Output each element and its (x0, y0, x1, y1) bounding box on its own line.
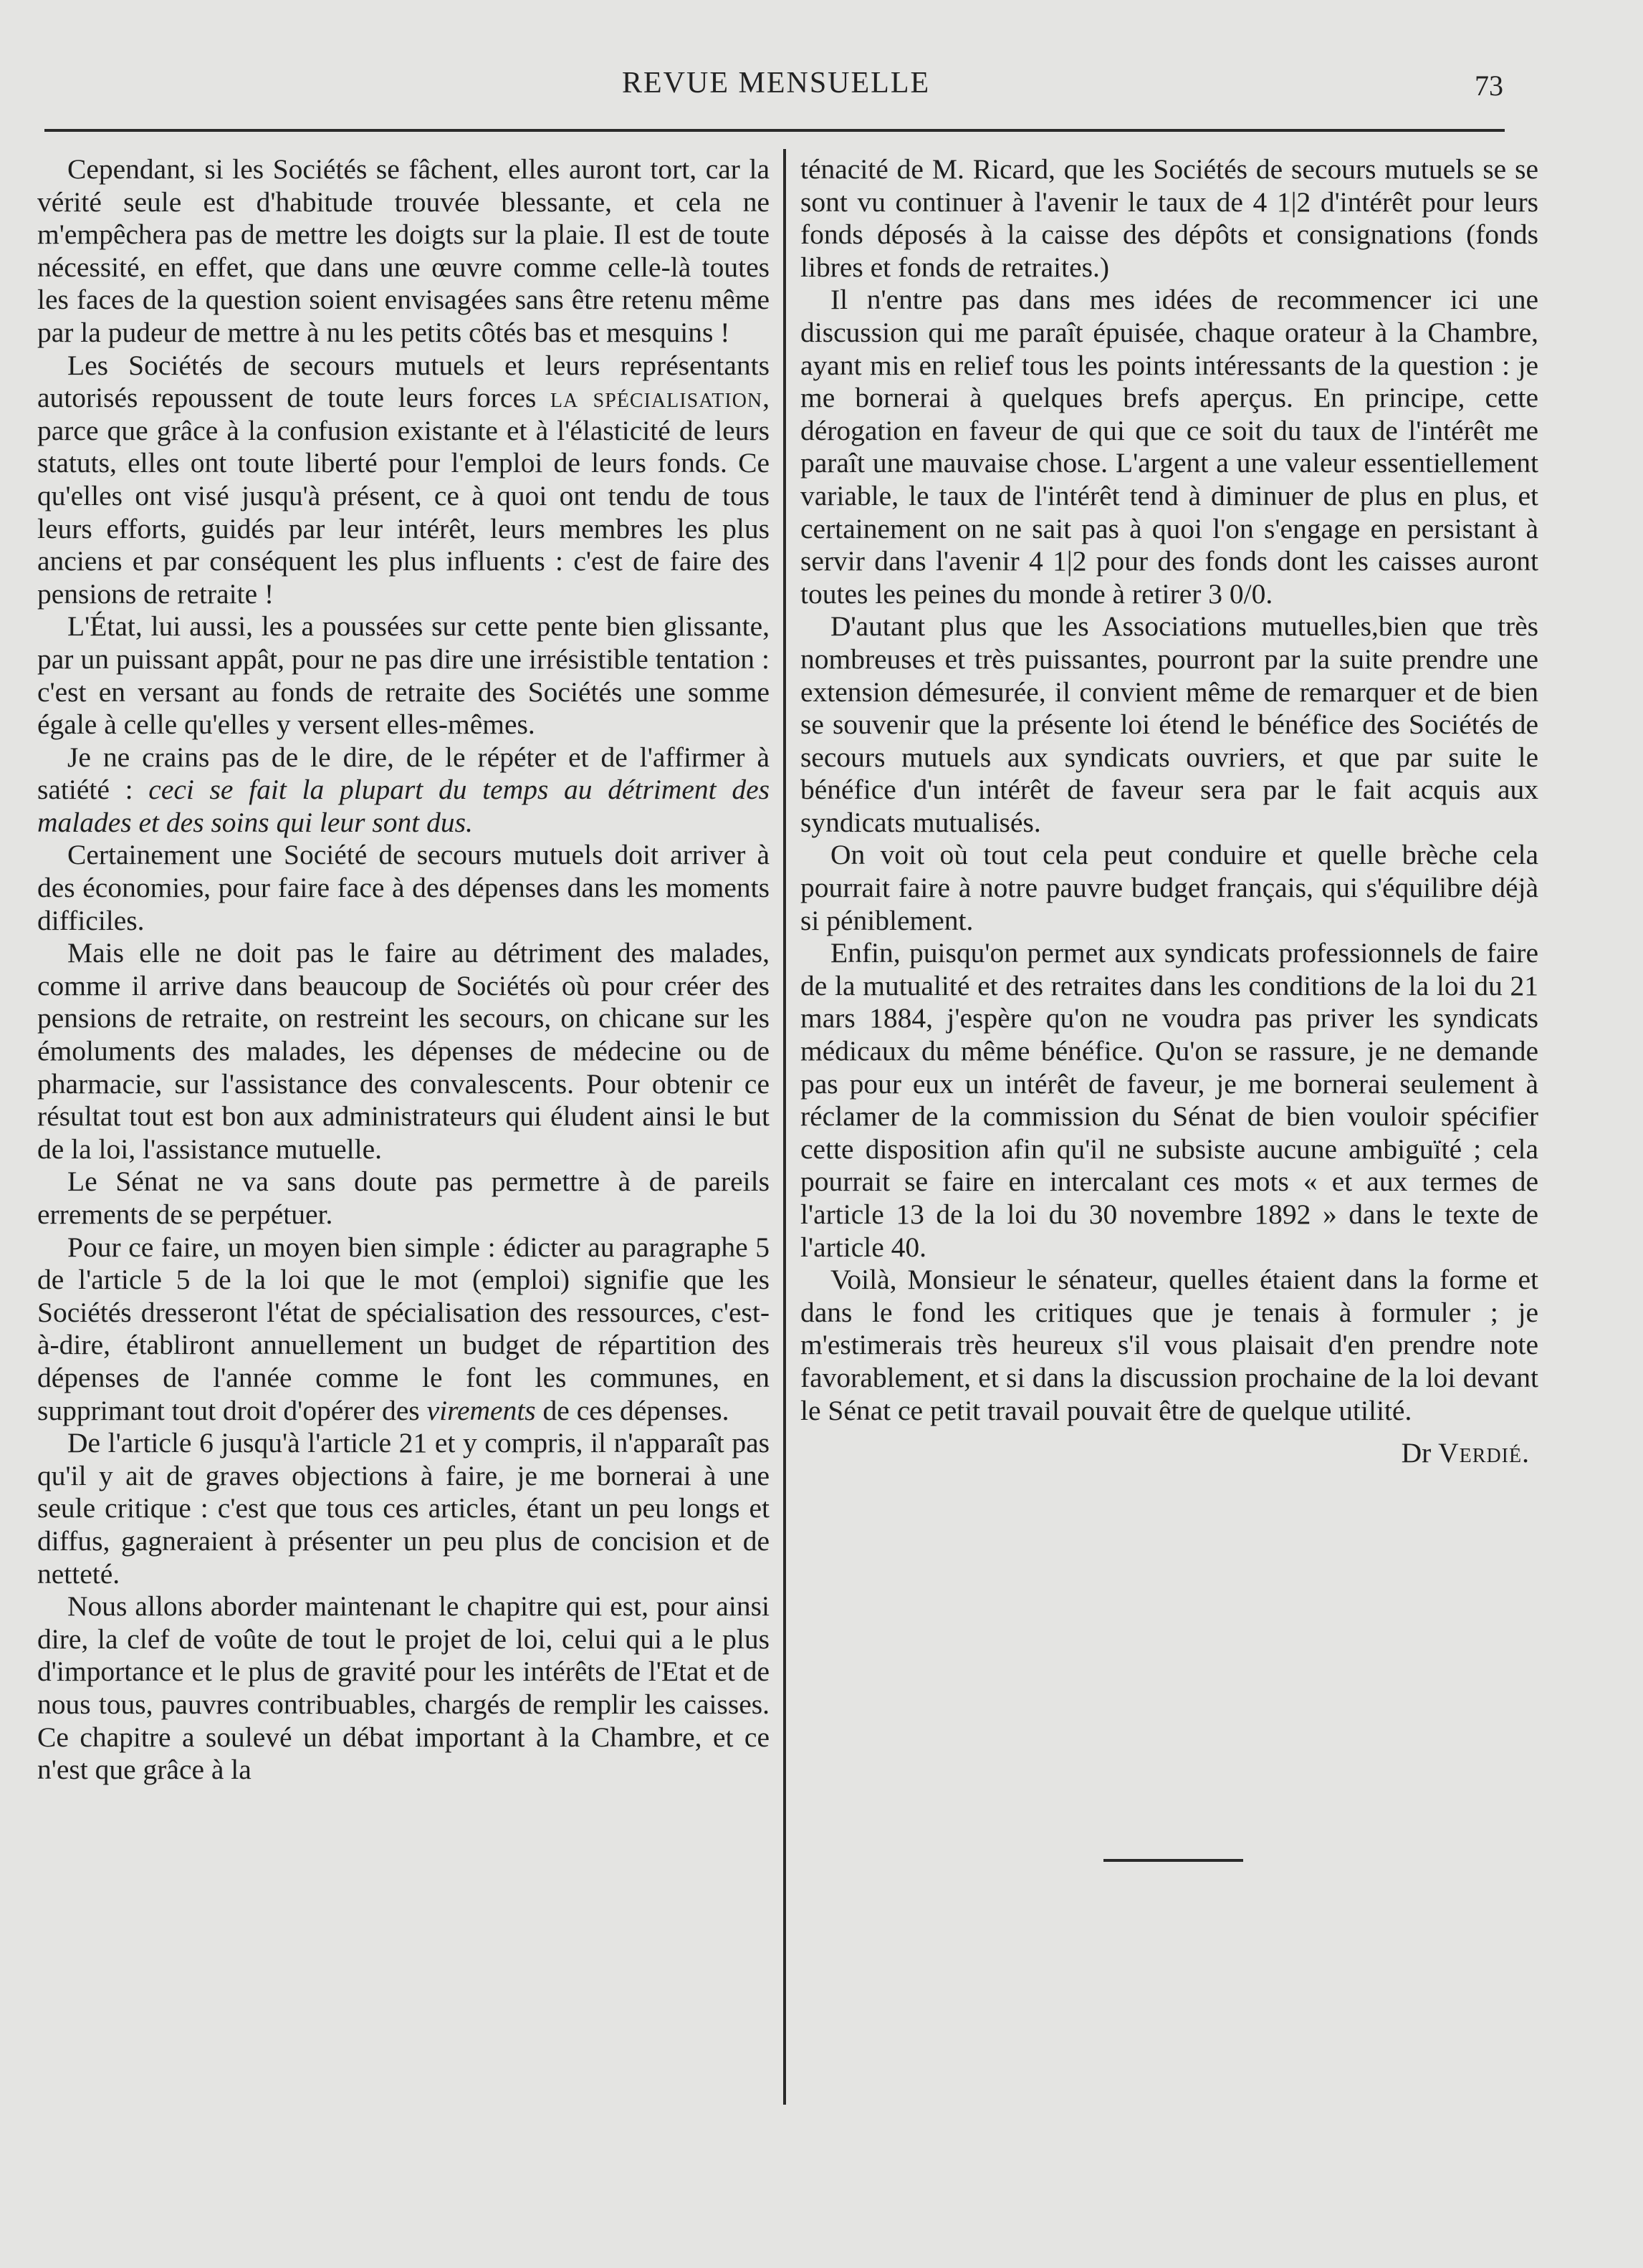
column-divider (783, 149, 786, 2105)
small-caps-term: la spécialisation (550, 382, 763, 414)
paragraph: Mais elle ne doit pas le faire au détriment des malades, comme il arrive dans beaucoup de Sociétés où pour créer des pensions de retraite, on restreint les secours, on chicane sur les émoluments des malades, les dépenses de médecine ou de pharmacie, sur l'assistance des convalescents. Pour obtenir ce résultat tout est bon aux administrateurs qui éludent ainsi le but de la loi, l'assistance mutuelle. (37, 937, 770, 1165)
italic-emphasis: virements (426, 1394, 536, 1426)
running-title: REVUE MENSUELLE (622, 67, 931, 100)
left-column (37, 153, 770, 1787)
paragraph: Nous allons aborder maintenant le chapitre qui est, pour ainsi dire, la clef de voûte de tout le projet de loi, celui qui a le plus d'importance et le plus de gravité pour les intérêts de l'Etat et de nous tous, pauvres contribuables, chargés de remplir les caisses. Ce chapitre a soulevé un débat important à la Chambre, et ce n'est que grâce à la (37, 1590, 770, 1786)
closing-rule (1103, 1859, 1243, 1862)
paragraph: On voit où tout cela peut conduire et quelle brèche cela pourrait faire à notre pauvre budget français, qui s'équilibre déjà si péniblement. (800, 839, 1538, 936)
paragraph (37, 741, 770, 840)
paragraph: L'État, lui aussi, les a poussées sur cette pente bien glissante, par un puissant appât, pour ne pas dire une irrésistible tentation : c'est en versant au fonds de retraite des Sociétés une somme égale à celle qu'elles y versent elles-mêmes. (37, 610, 770, 741)
paragraph: D'autant plus que les Associations mutuelles,bien que très nombreuses et très puissantes, pourront par la suite prendre une extension démesurée, il convient même de remarquer et de bien se souvenir que la présente loi étend le bénéfice des Sociétés de secours mutuels aux syndicats ouvriers, et que par suite le bénéfice d'un intérêt de faveur sera par le fait acquis aux syndicats mutualisés. (800, 610, 1538, 838)
paragraph: Cependant, si les Sociétés se fâchent, elles auront tort, car la vérité seule est d'habitude trouvée blessante, et cela ne m'empêchera pas de mettre les doigts sur la plaie. Il est de toute nécessité, en effet, que dans une œuvre comme celle-là toutes les faces de la question soient envisagées sans être retenu même par la pudeur de mettre à nu les petits côtés bas et mesquins ! (37, 153, 770, 348)
paragraph: Voilà, Monsieur le sénateur, quelles étaient dans la forme et dans le fond les critiques que je tenais à formuler ; je m'estimerais très heureux s'il vous plaisait d'en prendre note favorablement, et si dans la discussion prochaine de la loi devant le Sénat ce petit travail pouvait être de quelque utilité. (800, 1264, 1538, 1426)
paragraph (37, 350, 770, 611)
paragraph-text: Les Sociétés de secours mutuels et leurs représentants autorisés repoussent de toute leurs forces (37, 349, 770, 414)
paragraph-text: Je ne crains pas de le dire, de le répéter et de l'affirmer à satiété : (37, 741, 770, 806)
signature-name: Verdié. (1438, 1437, 1530, 1469)
paragraph-text: , parce que grâce à la confusion existante et à l'élasticité de leurs statuts, elles ont toute liberté pour l'emploi de leurs fonds. Ce qu'elles ont visé jusqu'à présent, ce à quoi ont tendu de tous leurs efforts, guidés par leur intérêt, leurs membres les plus anciens et par conséquent les plus influents : c'est de faire des pensions de retraite ! (37, 382, 770, 610)
paragraph: Le Sénat ne va sans doute pas permettre à de pareils errements de se perpétuer. (37, 1166, 770, 1230)
paragraph-text: Pour ce faire, un moyen bien simple : édicter au paragraphe 5 de l'article 5 de la loi que le mot (emploi) signifie que les Sociétés dresseront l'état de spécialisation des ressources, c'est-à-dire, établiront annuellement un budget de répartition des dépenses de l'année comme le font les communes, en supprimant tout droit d'opérer des (37, 1231, 770, 1426)
signature-title: Dr (1401, 1437, 1432, 1469)
paragraph-text: de ces dépenses. (535, 1394, 729, 1426)
paragraph: De l'article 6 jusqu'à l'article 21 et y compris, il n'apparaît pas qu'il y ait de graves objections à faire, je me bornerai à une seule critique : c'est que tous ces articles, étant un peu longs et diffus, gagneraient à présenter un peu plus de concision et de netteté. (37, 1427, 770, 1590)
running-head (0, 66, 1643, 109)
paragraph: Certainement une Société de secours mutuels doit arriver à des économies, pour faire face à des dépenses dans les moments difficiles. (37, 839, 770, 936)
right-column (800, 153, 1538, 1470)
author-signature (800, 1437, 1538, 1470)
italic-emphasis: ceci se fait la plupart du temps au détriment des malades et des soins qui leur sont dus. (37, 774, 770, 838)
header-rule (44, 129, 1505, 132)
page-number: 73 (1475, 69, 1503, 102)
paragraph: Il n'entre pas dans mes idées de recommencer ici une discussion qui me paraît épuisée, chaque orateur à la Chambre, ayant mis en relief tous les points intéressants de la question : je me bornerai à quelques brefs aperçus. En principe, cette dérogation en faveur de qui que ce soit du taux de l'intérêt me paraît une mauvaise chose. L'argent a une valeur essentiellement variable, le taux de l'intérêt tend à diminuer de plus en plus, et certainement on ne sait pas à quoi l'on s'engage en persistant à servir dans l'avenir 4 1|2 pour des fonds dont les caisses auront toutes les peines du monde à retirer 3 0/0. (800, 284, 1538, 610)
paragraph-continued: ténacité de M. Ricard, que les Sociétés de secours mutuels se se sont vu continuer à l'avenir le taux de 4 1|2 d'intérêt pour leurs fonds déposés à la caisse des dépôts et consignations (fonds libres et fonds de retraites.) (800, 153, 1538, 283)
paragraph: Enfin, puisqu'on permet aux syndicats professionnels de faire de la mutualité et des retraites dans les conditions de la loi du 21 mars 1884, j'espère qu'on ne voudra pas priver les syndicats médicaux du même bénéfice. Qu'on se rassure, je ne demande pas pour eux un intérêt de faveur, je me bornerai seulement à réclamer de la commission du Sénat de bien vouloir spécifier cette disposition afin qu'il ne subsiste aucune ambiguïté ; cela pourrait se faire en intercalant ces mots « et aux termes de l'article 13 de la loi du 30 novembre 1892 » dans le texte de l'article 40. (800, 937, 1538, 1263)
paragraph (37, 1231, 770, 1428)
